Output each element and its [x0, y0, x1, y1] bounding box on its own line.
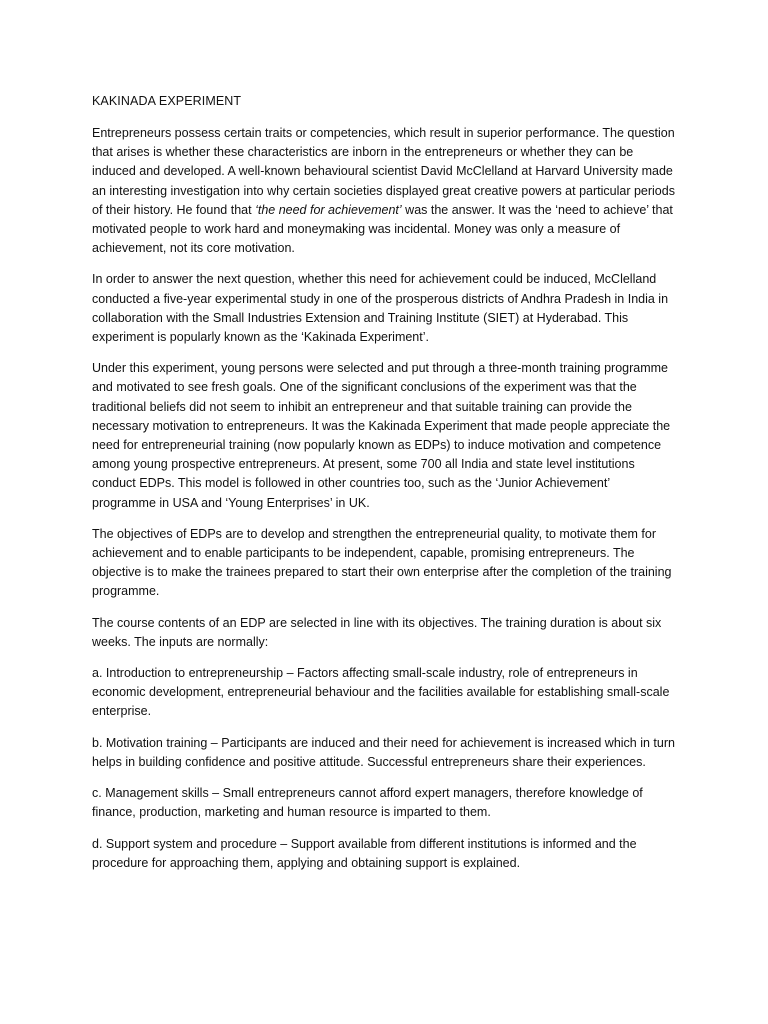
- list-item-c: c. Management skills – Small entrepreneurs cannot afford expert managers, therefore knowledge of finance, production, marketing and human resource is imparted to them.: [92, 786, 643, 820]
- paragraph-mcclelland-study: In order to answer the next question, whether this need for achievement could be induced, McClelland conducted a five-year experimental study in one of the prosperous districts of Andhra Pradesh in India in collaboration with the Small Industries Extension and Training Institute (SIET) at Hyderabad. This experiment is popularly known as the ‘Kakinada Experiment’.: [92, 272, 669, 345]
- paragraph-edp-objectives: The objectives of EDPs are to develop and strengthen the entrepreneurial quality, to motivate them for achievement and to enable participants to be independent, capable, promising entrepreneurs. The objective is to make the trainees prepared to start their own enterprise after the completion of the training programme.: [92, 526, 672, 599]
- list-item-a: a. Introduction to entrepreneurship – Factors affecting small-scale industry, role of entrepreneurs in economic development, entrepreneurial behaviour and the facilities available for establishing small-scale enterprise.: [92, 666, 670, 719]
- document-title: KAKINADA EXPERIMENT: [92, 94, 242, 108]
- paragraph-intro-text-1: Entrepreneurs possess certain traits or competencies, which result in superior performance. The question that arises is whether these characteristics are inborn in the entrepreneurs or whether they can be induced and developed. A well-known behavioural scientist David McClelland at Harvard University made an interesting investigation into why certain societies displayed great creative powers at particular periods of their history. He found that: [92, 126, 675, 217]
- paragraph-experiment-results: Under this experiment, young persons were selected and put through a three-month training programme and motivated to see fresh goals. One of the significant conclusions of the experiment was that the traditional beliefs did not seem to inhibit an entrepreneur and that suitable training can provide the necessary motivation to entrepreneurs. It was the Kakinada Experiment that made people appreciate the need for entrepreneurial training (now popularly known as EDPs) to induce motivation and competence among young prospective entrepreneurs. At present, some 700 all India and state level institutions conduct EDPs. This model is followed in other countries too, such as the ‘Junior Achievement’ programme in USA and ‘Young Enterprises’ in UK.: [92, 361, 671, 510]
- list-item-b: b. Motivation training – Participants are induced and their need for achievement is increased which in turn helps in building confidence and positive attitude. Successful entrepreneurs share their experiences.: [92, 735, 675, 769]
- paragraph-course-contents: The course contents of an EDP are selected in line with its objectives. The training duration is about six weeks. The inputs are normally:: [92, 615, 662, 649]
- document-page: [92, 92, 676, 885]
- paragraph-intro: [92, 124, 676, 258]
- list-item-d: d. Support system and procedure – Support available from different institutions is informed and the procedure for approaching them, applying and obtaining support is explained.: [92, 836, 637, 870]
- paragraph-intro-text-2: was the answer. It was the ‘need to achieve’ that motivated people to work hard and moneymaking was incidental. Money was only a measure of achievement, not its core motivation.: [92, 202, 673, 256]
- paragraph-intro-emphasis: ‘the need for achievement’: [255, 202, 402, 217]
